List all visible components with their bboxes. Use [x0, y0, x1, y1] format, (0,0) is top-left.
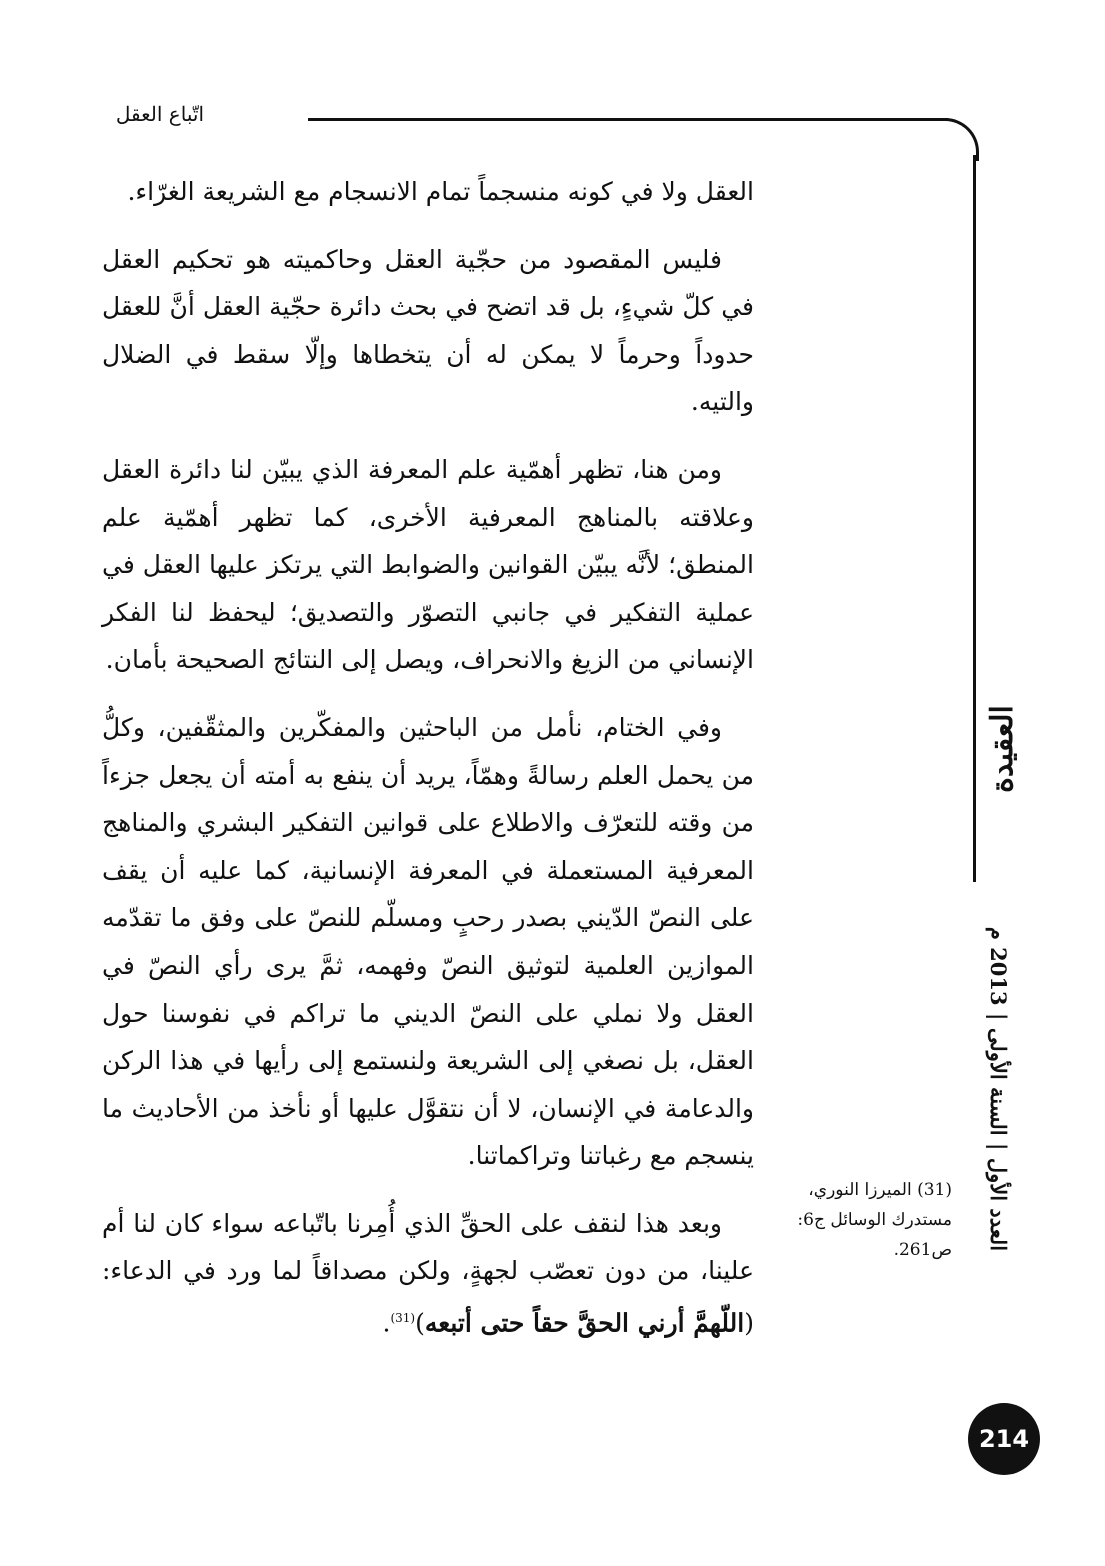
paragraph: فليس المقصود من حجّية العقل وحاكميته هو تحكيم العقل في كلّ شيءٍ، بل قد اتضح في بحث دائرة حجّية العقل أنَّ للعقل حدوداً وحرماً لا يمكن له أن يتخطاها وإلّا سقط في الضلال والتيه. — [102, 244, 754, 417]
header-rule — [308, 118, 948, 121]
footnote: (31) الميرزا النوري، مستدرك الوسائل ج6: ص261. — [797, 1180, 952, 1260]
frame-vertical-rule — [973, 155, 976, 882]
issue-info: العدد الأول | السنة الأولى | 2013 م — [986, 926, 1011, 1252]
page-number-badge — [968, 1403, 1040, 1475]
paragraph-end: . — [382, 1308, 391, 1338]
page-number: 214 — [978, 1425, 1030, 1453]
paragraph: العقل ولا في كونه منسجماً تمام الانسجام مع الشريعة الغرّاء. — [127, 177, 754, 206]
paragraph-intro: وبعد هذا لنقف على الحقِّ الذي أُمِرنا باتّباعه سواء كان لنا أم علينا، من دون تعصّب لجهةٍ، ولكن مصداقاً لما ورد في الدعاء: ( — [102, 1208, 754, 1338]
paragraph: ومن هنا، تظهر أهمّية علم المعرفة الذي يبيّن لنا دائرة العقل وعلاقته بالمناهج المعرفية الأخرى، كما تظهر أهمّية علم المنطق؛ لأنَّه يبيّن القوانين والضوابط التي يرتكز عليها العقل في عملية التفكير في جانبي التصوّر والتصديق؛ ليحفظ لنا الفكر الإنساني من الزيغ والانحراف، ويصل إلى النتائج الصحيحة بأمان. — [102, 454, 754, 675]
body-text — [102, 168, 754, 1347]
journal-logo: العقيدة — [985, 705, 1020, 793]
section-title: اتّباع العقل — [115, 102, 204, 126]
footnote-ref[interactable]: (31) — [390, 1311, 416, 1326]
prayer-quote: اللّهمَّ أرني الحقَّ حقاً حتى أتبعه — [424, 1308, 745, 1338]
quote-close: ) — [415, 1308, 425, 1338]
paragraph: وفي الختام، نأمل من الباحثين والمفكّرين والمثقّفين، وكلُّ من يحمل العلم رسالةً وهمّاً، يريد أن ينفع به أمته أن يجعل جزءاً من وقته للتعرّف والاطلاع على قوانين التفكير البشري والمناهج المعرفية المستعملة في المعرفة الإنسانية، كما عليه أن يقف على النصّ الدّيني بصدر رحبٍ ومسلّم للنصّ على وفق ما تقدّمه الموازين العلمية لتوثيق النصّ وفهمه، ثمَّ يرى رأي النصّ في العقل ولا نملي على النصّ الديني ما تراكم في نفوسنا حول العقل، بل نصغي إلى الشريعة ولنستمع إلى رأيها في هذا الركن والدعامة في الإنسان، لا أن نتقوَّل عليها أو نأخذ من الأحاديث ما ينسجم مع رغباتنا وتراكماتنا. — [102, 712, 754, 1171]
paragraph-final — [102, 1200, 754, 1347]
